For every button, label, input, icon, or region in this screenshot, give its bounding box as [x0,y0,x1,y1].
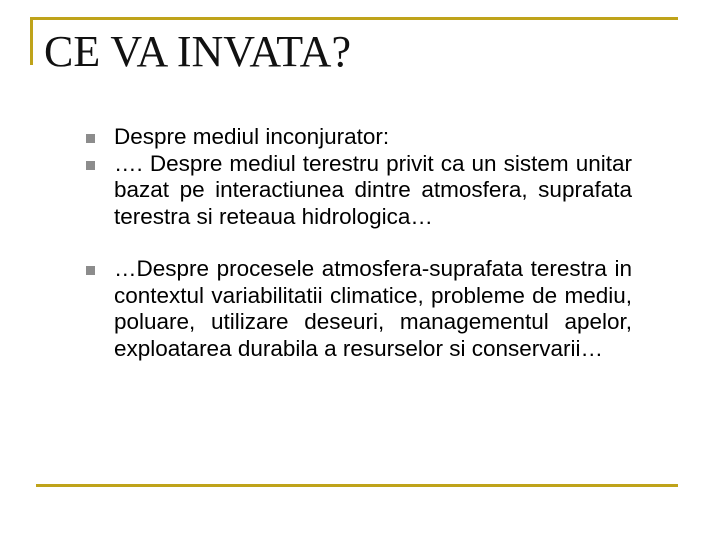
bullet-text: …. Despre mediul terestru privit ca un sistem unitar bazat pe interactiunea dintre atmosfera, suprafata terestra si reteaua hidrologica… [114,150,632,229]
accent-line-left [30,17,33,65]
slide-title: CE VA INVATA? [44,27,351,76]
square-bullet-icon [86,161,95,170]
bullet-text: …Despre procesele atmosfera-suprafata terestra in contextul variabilitatii climatice, probleme de mediu, poluare, utilizare deseuri, managementul apelor, exploatarea durabila a resurselor si conservarii… [114,256,632,361]
bullet-item [86,124,632,151]
accent-line-top [30,17,678,20]
square-bullet-icon [86,134,95,143]
bullet-item [86,256,632,362]
bullet-item [86,151,632,231]
accent-line-bottom [36,484,678,487]
bullet-text: Despre mediul inconjurator: [114,124,390,149]
bullet-list [86,124,632,362]
square-bullet-icon [86,266,95,275]
